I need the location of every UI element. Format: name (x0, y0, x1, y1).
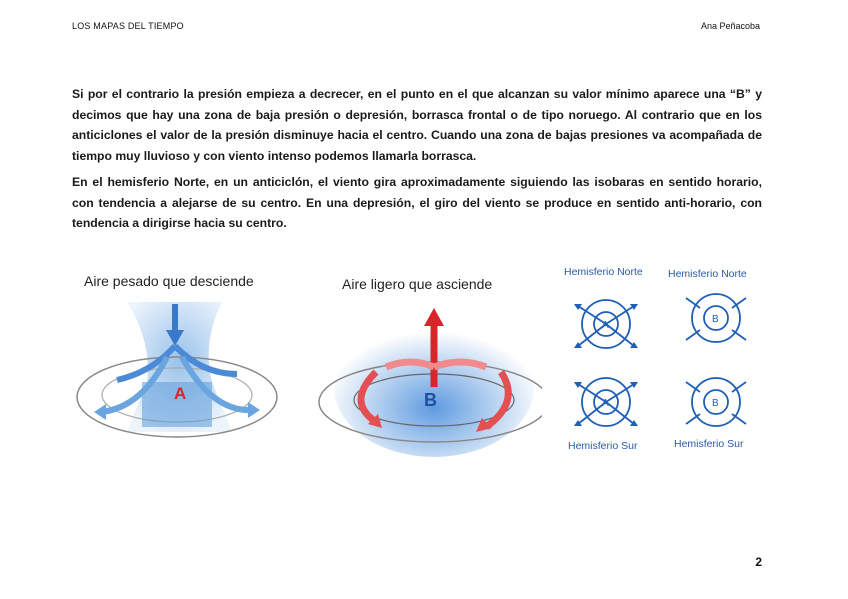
document-title: LOS MAPAS DEL TIEMPO (72, 21, 184, 31)
depression-label: Aire ligero que asciende (342, 276, 493, 292)
hemisphere-center-a-north: A (602, 320, 609, 331)
page-number: 2 (755, 555, 762, 569)
hemisphere-label-top-right: Hemisferio Norte (668, 268, 747, 280)
depression-figure (316, 262, 542, 457)
anticyclone-center-label: A (174, 384, 187, 403)
hemisphere-center-a-south: A (602, 398, 609, 409)
paragraph-depression: Si por el contrario la presión empieza a decrecer, en el punto en el que alcanzan su valor mínimo aparece una “B” y decimos que hay una zona de baja presión o depresión, borrasca frontal o de tipo noruego. Al contrario que en los anticiclones el valor de la presión disminuye hacia el centro. Cuando una zona de bajas presiones va acompañada de tiempo muy lluvioso y con viento intenso podemos llamarla borrasca. (72, 87, 762, 163)
anticyclone-diagram (72, 262, 284, 457)
paragraph-wind-rotation: En el hemisferio Norte, en un anticiclón, el viento gira aproximadamente siguiendo las isobaras en sentido horario, con tendencia a alejarse de su centro. En una depresión, el giro del viento se produce en sentido anti-horario, con tendencia a dirigirse hacia su centro. (72, 175, 762, 230)
anticyclone-label: Aire pesado que desciende (84, 273, 254, 289)
hemisphere-label-bottom-left: Hemisferio Sur (568, 440, 638, 452)
author-name: Ana Peñacoba (700, 21, 760, 31)
hemisphere-label-top-left: Hemisferio Norte (564, 266, 643, 278)
hemisphere-diagram (558, 262, 772, 457)
anticyclone-figure (72, 262, 284, 457)
hemisphere-center-b-north: B (712, 314, 719, 325)
depression-center-label: B (424, 390, 437, 410)
hemisphere-figure (558, 262, 772, 457)
hemisphere-label-bottom-right: Hemisferio Sur (674, 438, 744, 450)
hemisphere-center-b-south: B (712, 398, 719, 409)
